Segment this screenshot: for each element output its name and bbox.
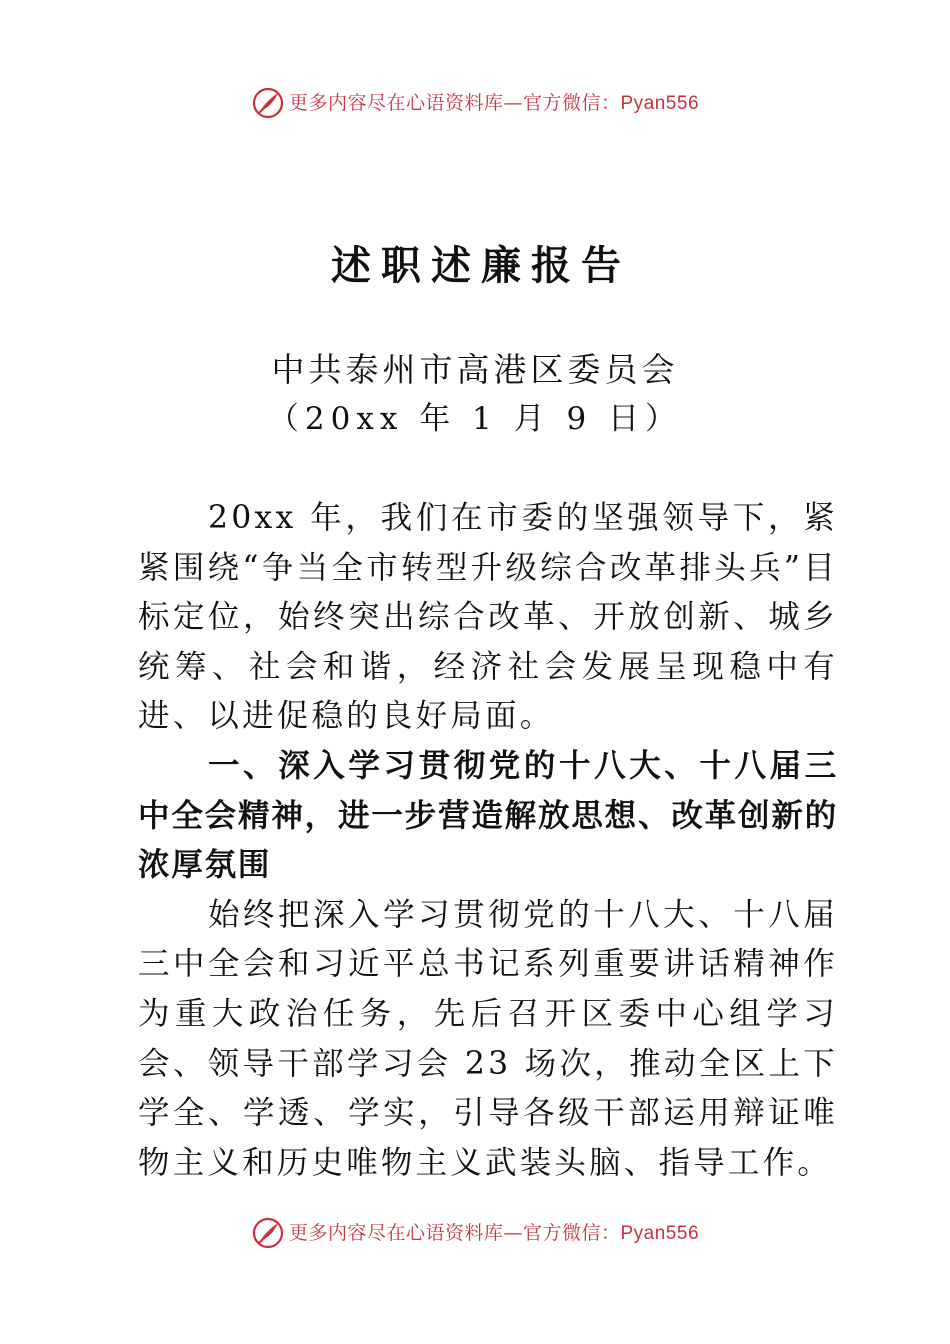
watermark-text: 更多内容尽在心语资料库—官方微信： xyxy=(288,1221,621,1244)
organization-name: 中共泰州市高港区委员会 xyxy=(271,350,679,389)
watermark-wechat-id: Pyan556 xyxy=(620,92,700,114)
watermark-wechat-id: Pyan556 xyxy=(620,1222,700,1244)
quill-pen-logo-icon xyxy=(251,1216,285,1250)
document-body xyxy=(138,494,838,1188)
watermark-footer xyxy=(0,1216,950,1250)
watermark-text: 更多内容尽在心语资料库—官方微信： xyxy=(288,91,621,114)
report-date: （20xx 年 1 月 9 日） xyxy=(267,401,683,437)
watermark-header xyxy=(0,86,950,120)
quill-pen-logo-icon xyxy=(251,86,285,120)
section-1-heading: 一、深入学习贯彻党的十八大、十八届三中全会精神，进一步营造解放思想、改革创新的浓厚氛围 xyxy=(138,747,838,884)
document-title: 述职述廉报告 xyxy=(331,242,631,289)
section-1-paragraph: 始终把深入学习贯彻党的十八大、十八届三中全会和习近平总书记系列重要讲话精神作为重大政治任务，先后召开区委中心组学习会、领导干部学习会 23 场次，推动全区上下学全、学透、学实，引导各级干部运用辩证唯物主义和历史唯物主义武装头脑、指导工作。 xyxy=(138,896,838,1181)
intro-paragraph: 20xx 年，我们在市委的坚强领导下，紧紧围绕“争当全市转型升级综合改革排头兵”目标定位，始终突出综合改革、开放创新、城乡统筹、社会和谐，经济社会发展呈现稳中有进、以进促稳的良好局面。 xyxy=(138,500,838,735)
